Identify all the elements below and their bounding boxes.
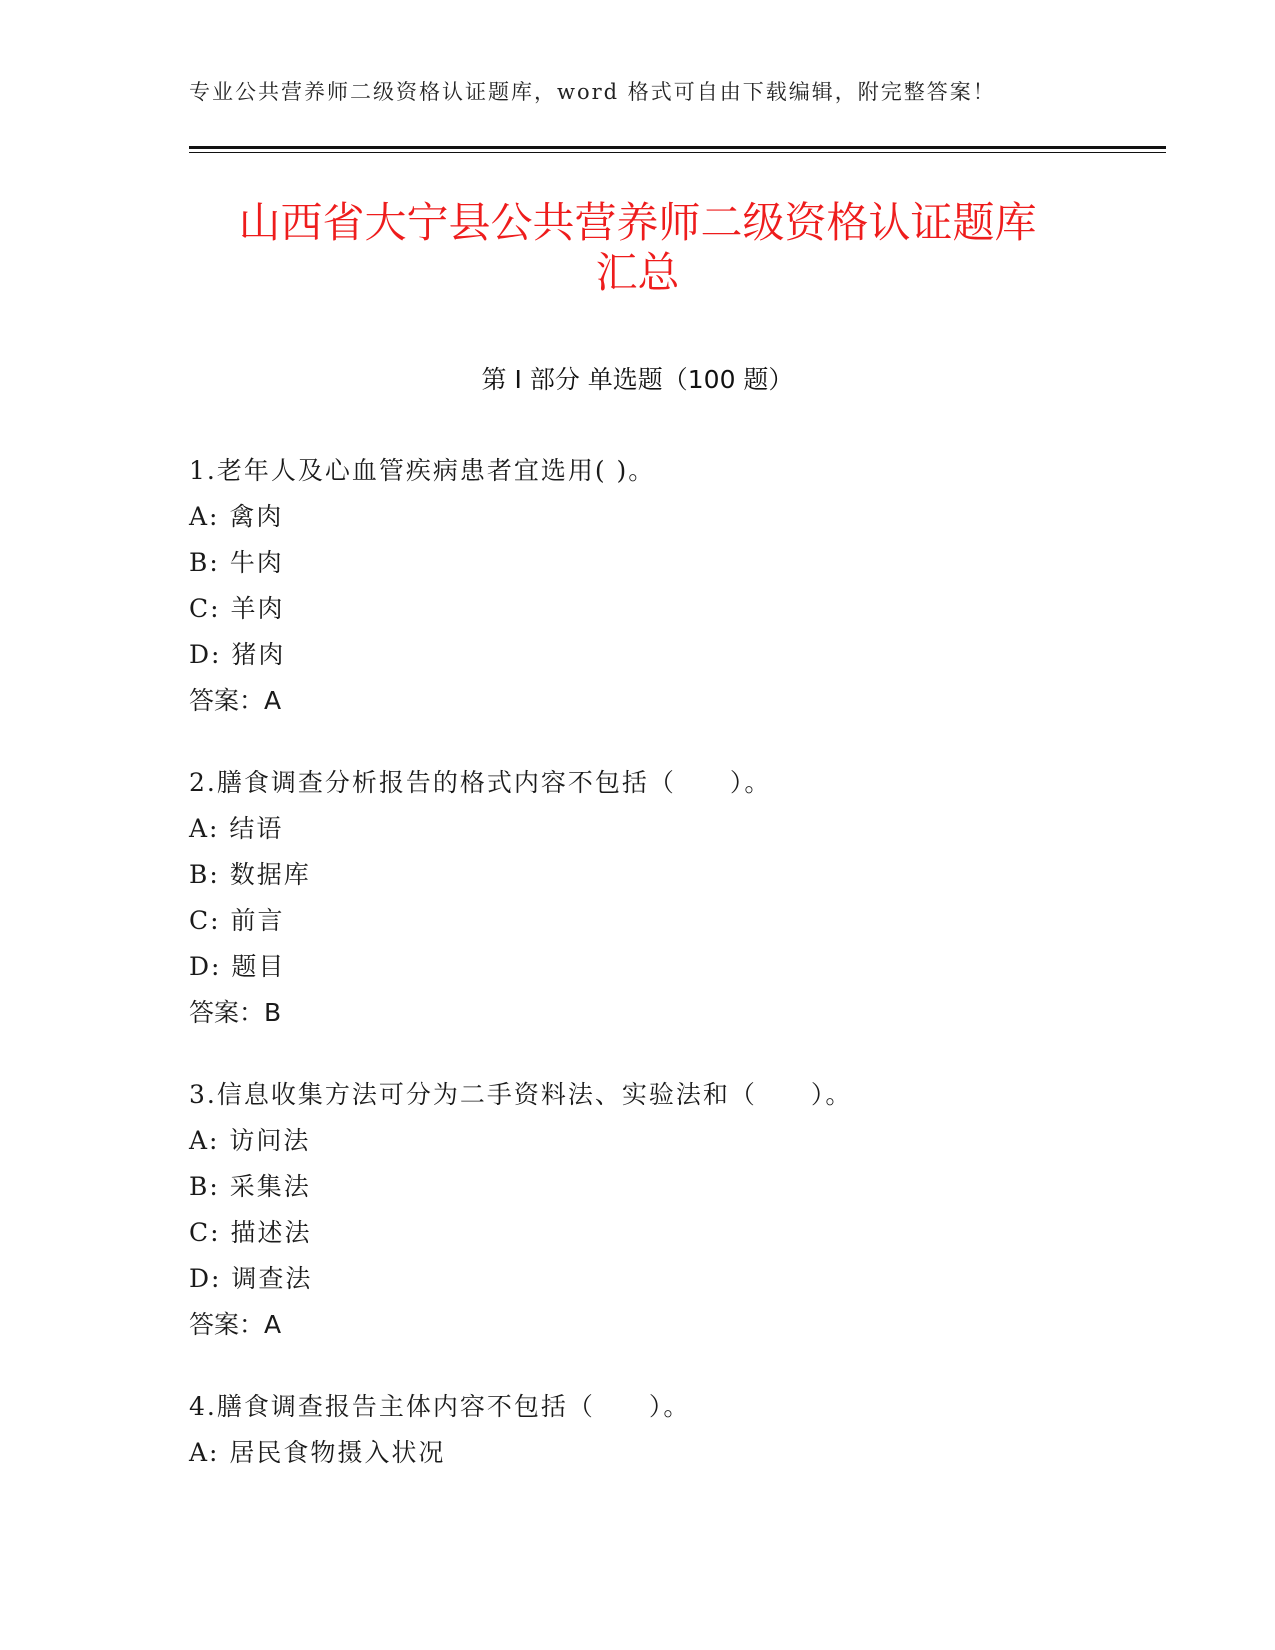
answer: 答案：A	[189, 686, 282, 715]
answer: 答案：A	[189, 1310, 282, 1339]
option-c: C: 羊肉	[189, 594, 285, 623]
question-stem: 2.膳食调查分析报告的格式内容不包括（ ）。	[189, 768, 772, 797]
question-list	[189, 448, 1169, 1512]
option-c: C: 前言	[189, 906, 285, 935]
section-title: 第 I 部分 单选题（100 题）	[481, 365, 794, 394]
option-b: B: 数据库	[189, 860, 311, 889]
option-a: A: 结语	[189, 814, 284, 843]
question-2	[189, 760, 1169, 1036]
option-d: D: 题目	[189, 952, 286, 981]
option-c: C: 描述法	[189, 1218, 312, 1247]
question-1	[189, 448, 1169, 724]
option-b: B: 采集法	[189, 1172, 311, 1201]
question-stem: 4.膳食调查报告主体内容不包括（ ）。	[189, 1392, 691, 1421]
option-b: B: 牛肉	[189, 548, 284, 577]
header-note: 专业公共营养师二级资格认证题库，word 格式可自由下载编辑，附完整答案！	[189, 80, 996, 104]
option-a: A: 居民食物摄入状况	[189, 1438, 446, 1467]
answer: 答案：B	[189, 998, 282, 1027]
question-stem: 3.信息收集方法可分为二手资料法、实验法和（ ）。	[189, 1080, 853, 1109]
header-rule-thin	[189, 152, 1166, 153]
option-a: A: 禽肉	[189, 502, 284, 531]
question-stem: 1.老年人及心血管疾病患者宜选用( )。	[189, 456, 656, 485]
document-title-line1: 山西省大宁县公共营养师二级资格认证题库	[238, 198, 1037, 247]
document-title	[140, 198, 1135, 298]
option-d: D: 猪肉	[189, 640, 286, 669]
option-d: D: 调查法	[189, 1264, 313, 1293]
option-a: A: 访问法	[189, 1126, 311, 1155]
question-4	[189, 1384, 1169, 1476]
question-3	[189, 1072, 1169, 1348]
header-rule-thick	[189, 146, 1166, 149]
document-title-line2: 汇总	[595, 248, 680, 297]
